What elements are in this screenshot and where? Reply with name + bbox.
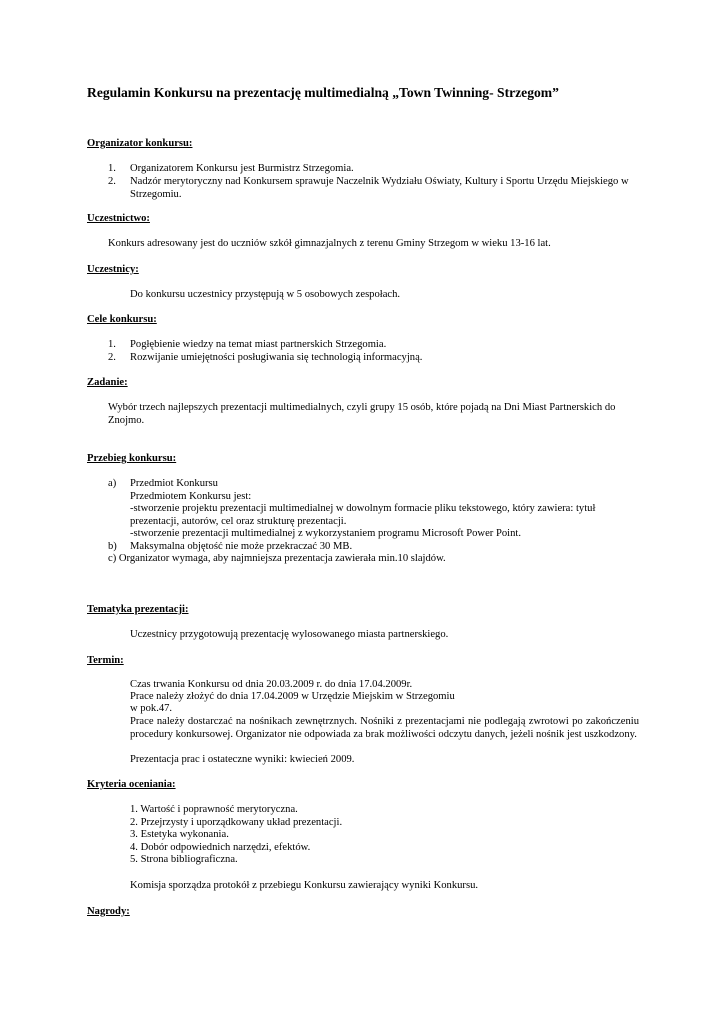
heading-tematyka: Tematyka prezentacji:	[87, 604, 189, 615]
list-item: 3. Estetyka wykonania.	[130, 829, 229, 840]
paragraph: Do konkursu uczestnicy przystępują w 5 osobowych zespołach.	[130, 289, 401, 300]
list-item: 5. Strona bibliograficzna.	[130, 854, 238, 865]
heading-kryteria: Kryteria oceniania:	[87, 779, 176, 790]
list-letter: a)	[108, 478, 117, 489]
list-item: 2. Przejrzysty i uporządkowany układ prezentacji.	[130, 817, 343, 828]
list-item: Nadzór merytoryczny nad Konkursem sprawuje Naczelnik Wydziału Oświaty, Kultury i Sportu Urzędu Miejskiego w Strzegomiu.	[130, 176, 629, 200]
text-line: -stworzenie prezentacji multimedialnej z wykorzystaniem programu Microsoft Power Point.	[130, 528, 521, 539]
document-title: Regulamin Konkursu na prezentację multimedialną „Town Twinning- Strzegom”	[87, 85, 559, 100]
paragraph: Uczestnicy przygotowują prezentację wylosowanego miasta partnerskiego.	[130, 629, 449, 640]
text-line: Czas trwania Konkursu od dnia 20.03.2009 r. do dnia 17.04.2009r.	[130, 679, 413, 690]
paragraph: Komisja sporządza protokół z przebiegu Konkursu zawierający wyniki Konkursu.	[130, 880, 479, 891]
list-item: Organizatorem Konkursu jest Burmistrz Strzegomia.	[130, 163, 354, 174]
list-item: c) Organizator wymaga, aby najmniejsza prezentacja zawierała min.10 slajdów.	[108, 553, 446, 564]
heading-nagrody: Nagrody:	[87, 906, 130, 917]
text-line: Prace należy złożyć do dnia 17.04.2009 w Urzędzie Miejskim w Strzegomiu	[130, 691, 455, 702]
paragraph: Prace należy dostarczać na nośnikach zewnętrznych. Nośniki z prezentacjami nie podlegają zwrotowi po zakończeniu procedury konkursowej. Organizator nie odpowiada za brak możliwości odczytu danych, jeżeli nośnik jest uszkodzony.	[130, 716, 639, 740]
text-line: prezentacji, autorów, cel oraz strukturę prezentacji.	[130, 516, 347, 527]
text-line: Prezentacja prac i ostateczne wyniki: kwiecień 2009.	[130, 754, 355, 765]
heading-termin: Termin:	[87, 655, 124, 666]
list-item: Pogłębienie wiedzy na temat miast partnerskich Strzegomia.	[130, 339, 387, 350]
list-item: 1. Wartość i poprawność merytoryczna.	[130, 804, 298, 815]
text-line: Przedmiotem Konkursu jest:	[130, 491, 252, 502]
text-line: -stworzenie projektu prezentacji multimedialnej w dowolnym formacie pliku tekstowego, który zawiera: tytuł	[130, 503, 596, 514]
paragraph: Konkurs adresowany jest do uczniów szkół gimnazjalnych z terenu Gminy Strzegom w wieku 13-16 lat.	[108, 238, 551, 249]
heading-zadanie: Zadanie:	[87, 377, 128, 388]
list-item: Maksymalna objętość nie może przekraczać 30 MB.	[130, 541, 353, 552]
list-number: 2.	[108, 352, 116, 363]
list-item: Rozwijanie umiejętności posługiwania się technologią informacyjną.	[130, 352, 423, 363]
text-line: w pok.47.	[130, 703, 173, 714]
paragraph: Wybór trzech najlepszych prezentacji multimedialnych, czyli grupy 15 osób, które pojadą na Dni Miast Partnerskich do Znojmo.	[108, 402, 616, 426]
heading-organizator: Organizator konkursu:	[87, 138, 193, 149]
heading-przebieg: Przebieg konkursu:	[87, 453, 177, 464]
heading-cele: Cele konkursu:	[87, 314, 157, 325]
list-item: Przedmiot Konkursu	[130, 478, 218, 489]
heading-uczestnicy: Uczestnicy:	[87, 264, 139, 275]
list-number: 1.	[108, 339, 116, 350]
heading-uczestnictwo: Uczestnictwo:	[87, 213, 150, 224]
list-number: 1.	[108, 163, 116, 174]
list-letter: b)	[108, 541, 117, 552]
list-item: 4. Dobór odpowiednich narzędzi, efektów.	[130, 842, 311, 853]
list-number: 2.	[108, 176, 116, 187]
